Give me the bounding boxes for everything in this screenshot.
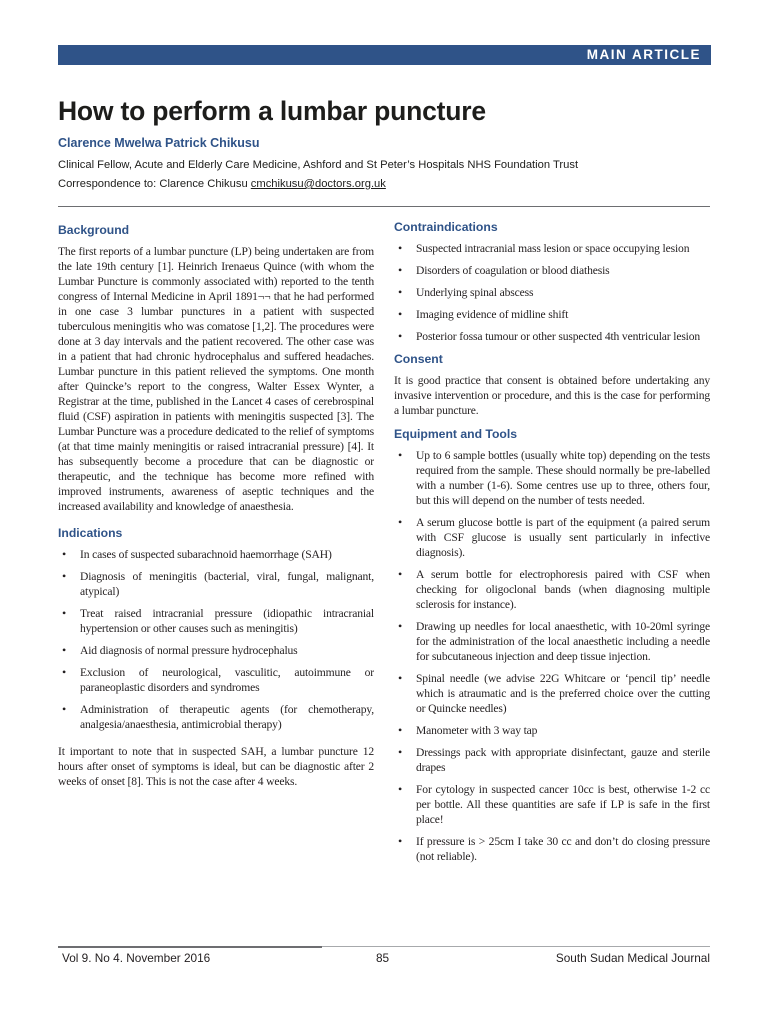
list-item: • Exclusion of neurological, vasculitic, autoimmune or paraneoplastic disorders and syndromes [58, 665, 374, 695]
list-item: • Posterior fossa tumour or other suspected 4th ventricular lesion [394, 329, 710, 344]
equipment-heading: Equipment and Tools [394, 427, 517, 441]
list-item: • Up to 6 sample bottles (usually white top) depending on the tests required from the sample. These should normally be pre-labelled with a number (1-6). Some centres use up to three, others four, but this will depend on the number of tests needed. [394, 448, 710, 508]
page-number: 85 [376, 951, 390, 965]
article-title: How to perform a lumbar puncture [58, 96, 486, 126]
list-item: • Imaging evidence of midline shift [394, 307, 710, 322]
header-divider [58, 206, 710, 207]
correspondence [58, 178, 386, 190]
correspondence-label: Correspondence to: Clarence Chikusu [58, 178, 248, 190]
list-item: • Manometer with 3 way tap [394, 723, 710, 738]
contraindications-list [394, 241, 710, 344]
left-column [58, 222, 374, 789]
list-item: • Dressings pack with appropriate disinfectant, gauze and sterile drapes [394, 745, 710, 775]
right-column [394, 222, 710, 871]
list-item: • Suspected intracranial mass lesion or space occupying lesion [394, 241, 710, 256]
list-item: • Drawing up needles for local anaesthetic, with 10-20ml syringe for the administration of the local anaesthetic including a needle for subcutaneous injection and deep tissue injection. [394, 619, 710, 664]
author-name: Clarence Mwelwa Patrick Chikusu [58, 136, 260, 150]
contraindications-heading: Contraindications [394, 220, 498, 234]
indications-list [58, 547, 374, 732]
equipment-list [394, 448, 710, 864]
list-item: • For cytology in suspected cancer 10cc is best, otherwise 1-2 cc per bottle. All these quantities are safe if LP is safe in the first place! [394, 782, 710, 827]
indications-heading: Indications [58, 526, 123, 540]
list-item: • A serum bottle for electrophoresis paired with CSF when checking for oligoclonal bands (when diagnosing multiple sclerosis for instance). [394, 567, 710, 612]
list-item: • Underlying spinal abscess [394, 285, 710, 300]
journal-name: South Sudan Medical Journal [555, 951, 710, 965]
list-item: • If pressure is > 25cm I take 30 cc and don’t do closing pressure (not reliable). [394, 834, 710, 864]
consent-text: It is good practice that consent is obtained before undertaking any invasive intervention or procedure, and this is the case for performing a lumbar puncture. [394, 374, 710, 417]
list-item: • Spinal needle (we advise 22G Whitcare or ‘pencil tip’ needle which is atraumatic and is the preferred choice over the cutting or Quincke needles) [394, 671, 710, 716]
background-text: The first reports of a lumbar puncture (LP) being undertaken are from the late 19th century [1]. Heinrich Irenaeus Quince (with whom the Lumbar Puncture is commonly associated with) reported to the tenth congress of Internal Medicine in April 1891¬¬ that he had performed in one case 3 lumbar punctures in a patient with suspected tuberculous meningitis who was comatose [1,2]. The procedures were done at 3 day intervals and the patient recovered. The other case was in a patient that had chronic hydrocephalus and suffered headaches. Lumbar puncture in this patient relieved the symptoms. One month after Quincke’s report to the congress, Walter Essex Wynter, a Registrar at the time, published in the Lancet 4 cases of cerebrospinal fluid (CSF) aspiration in patients with meningitis suspected [3]. The Lumbar Puncture was a procedure dedicated to the relief of symptoms (at that time mainly meningitis or raised intracranial pressure) [4]. It has subsequently become a procedure that can be diagnostic or therapeutic, and the technique has become more refined with improved instruments, awareness of aseptic techniques and the increased availability and knowledge of anaesthesia. [58, 245, 374, 513]
correspondence-email-link[interactable]: cmchikusu@doctors.org.uk [250, 178, 386, 190]
list-item: • In cases of suspected subarachnoid haemorrhage (SAH) [58, 547, 374, 562]
section-banner: MAIN ARTICLE [58, 45, 711, 65]
list-item: • Aid diagnosis of normal pressure hydrocephalus [58, 643, 374, 658]
footer-divider-accent [58, 946, 322, 948]
list-item: • Disorders of coagulation or blood diathesis [394, 263, 710, 278]
list-item: • Administration of therapeutic agents (for chemotherapy, analgesia/anaesthesia, antimicrobial therapy) [58, 702, 374, 732]
background-heading: Background [58, 223, 130, 237]
list-item: • A serum glucose bottle is part of the equipment (a paired serum with CSF glucose is usually sent particularly in infective diagnosis). [394, 515, 710, 560]
consent-heading: Consent [394, 352, 443, 366]
list-item: • Treat raised intracranial pressure (idiopathic intracranial hypertension or other causes such as meningitis) [58, 606, 374, 636]
author-affiliation: Clinical Fellow, Acute and Elderly Care Medicine, Ashford and St Peter’s Hospitals NHS Foundation Trust [58, 159, 579, 171]
list-item: • Diagnosis of meningitis (bacterial, viral, fungal, malignant, atypical) [58, 569, 374, 599]
sah-note: It important to note that in suspected SAH, a lumbar puncture 12 hours after onset of symptoms is ideal, but can be diagnostic after 2 weeks of onset [8]. This is not the case after 4 weeks. [58, 745, 374, 788]
journal-issue: Vol 9. No 4. November 2016 [62, 951, 211, 965]
